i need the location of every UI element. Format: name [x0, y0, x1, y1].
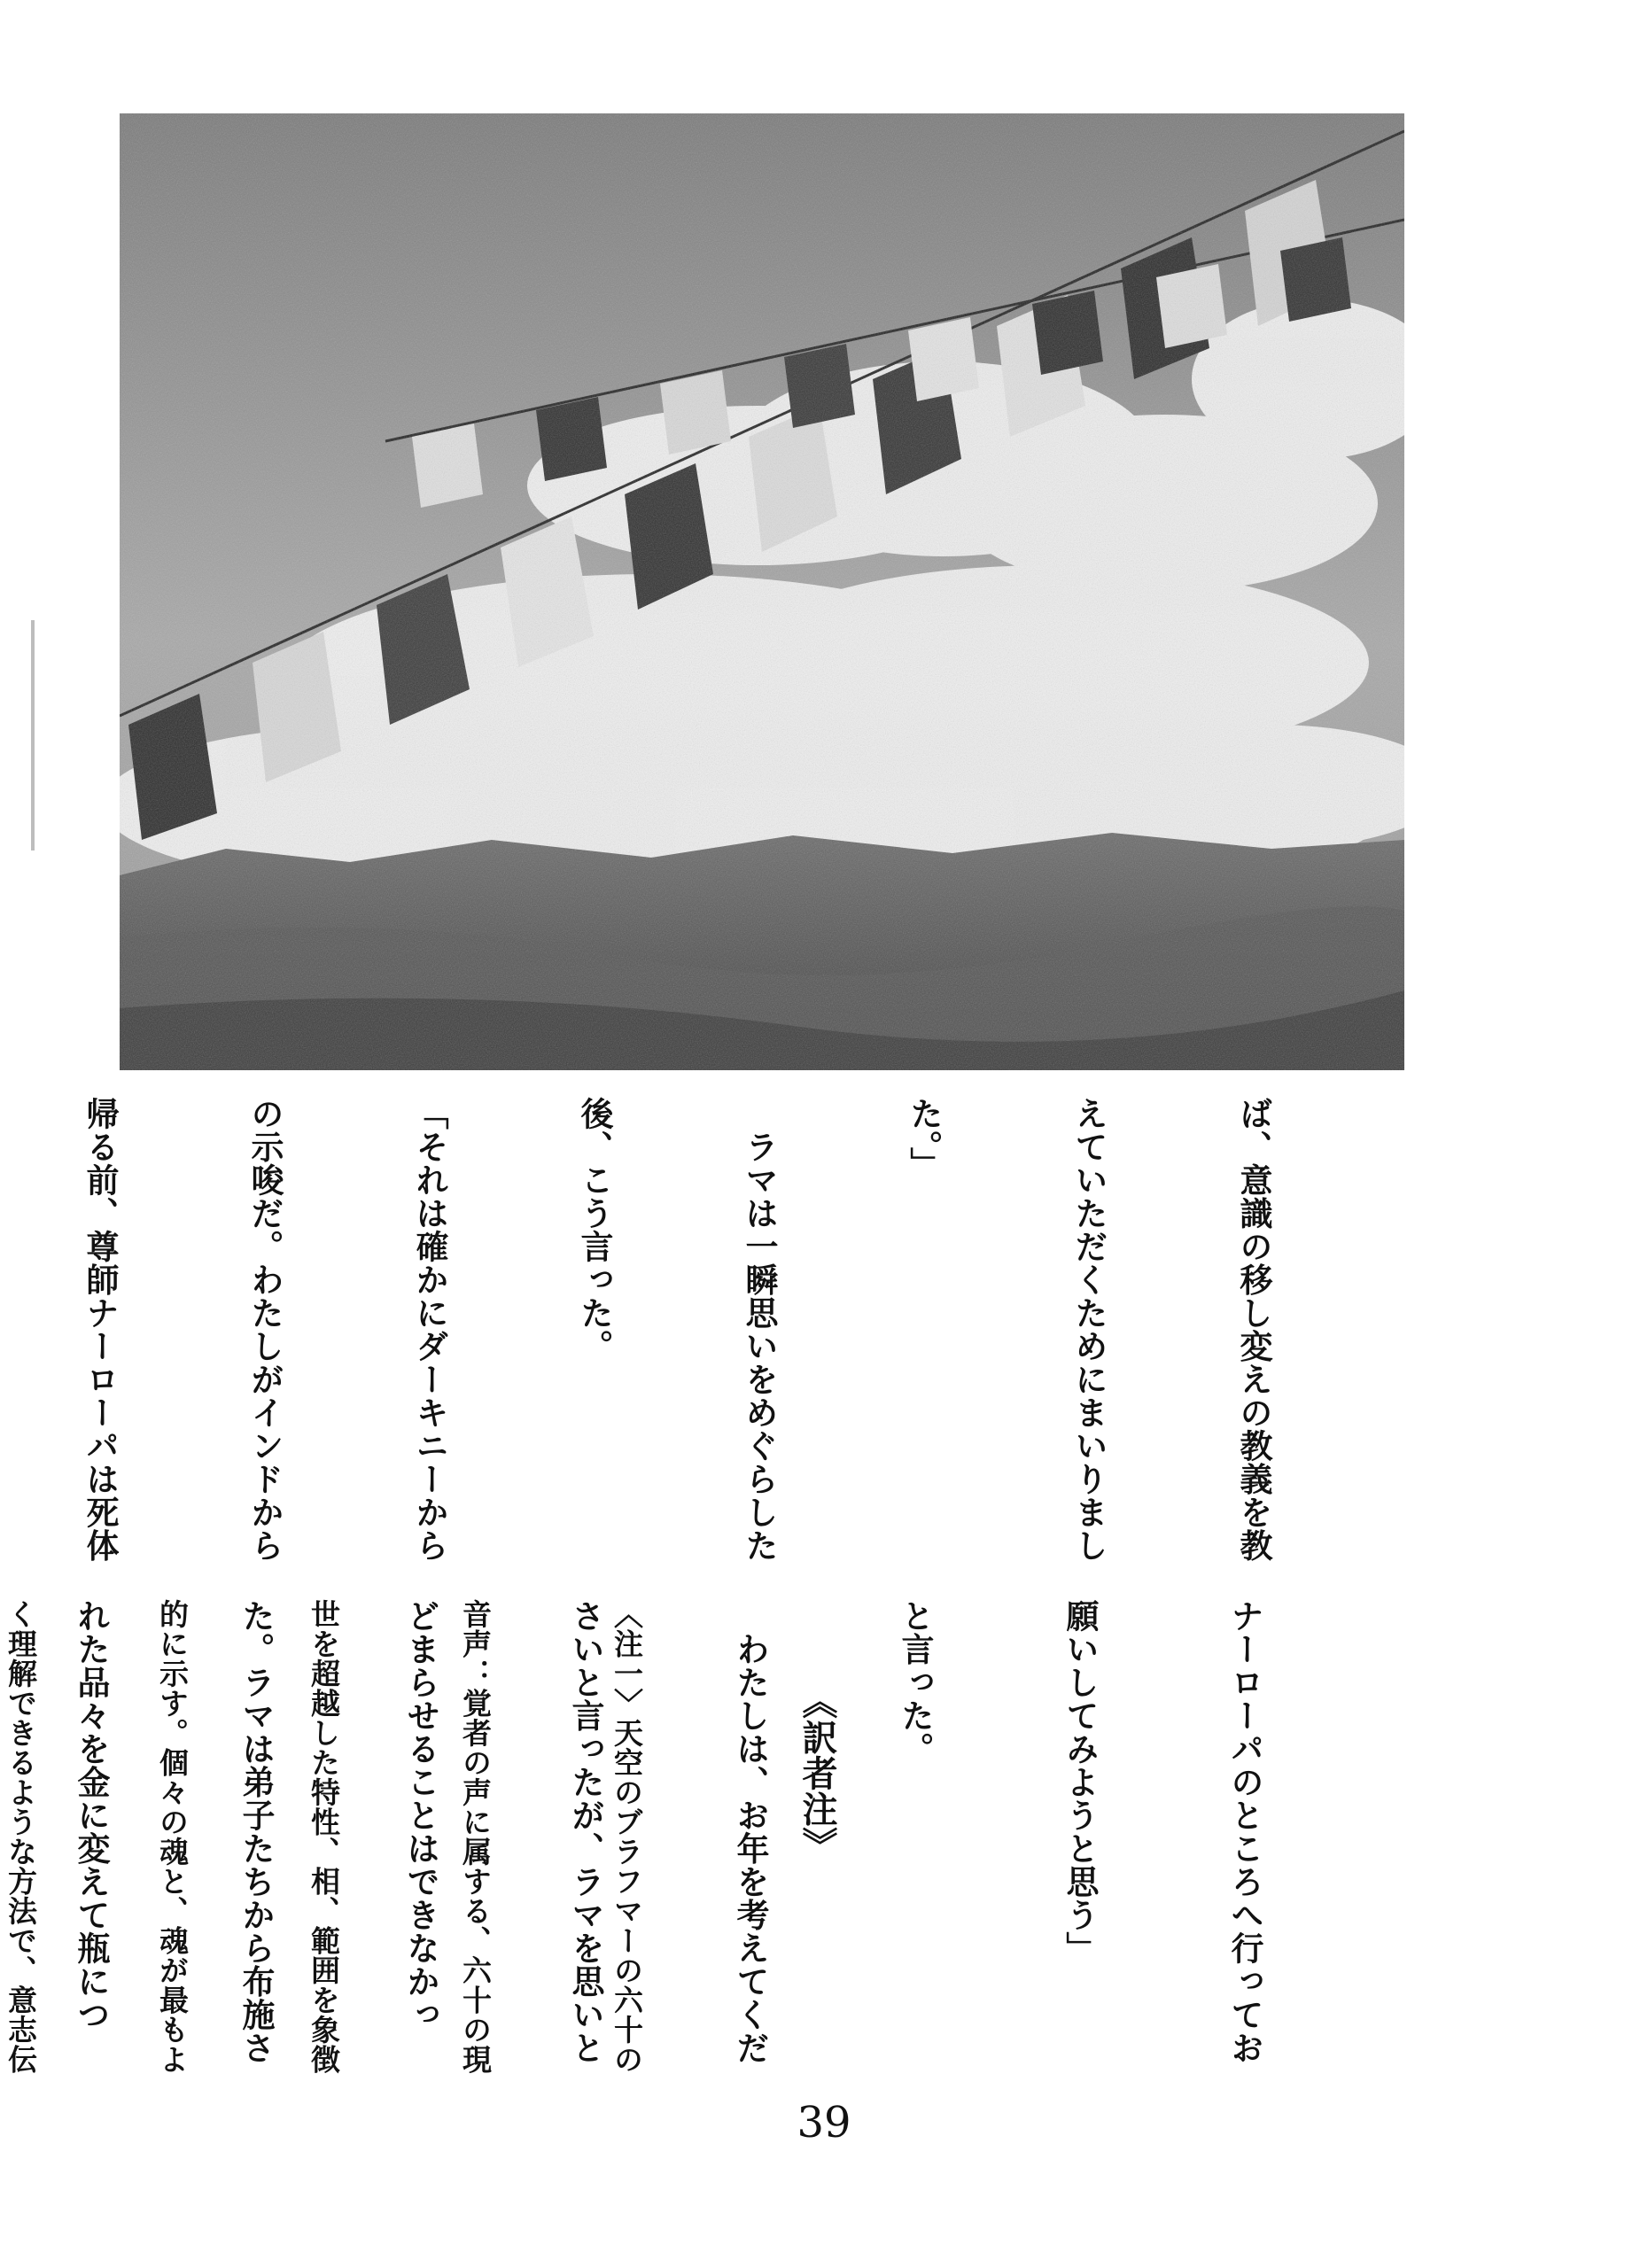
note-line: く理解できるような方法で、意志伝 [4, 1599, 38, 2074]
text-line: 帰る前、尊師ナーローパは死体 [81, 1097, 120, 1562]
translator-notes-block [0, 1599, 753, 2140]
text-line: ラマは一瞬思いをめぐらした [740, 1097, 779, 1562]
text-line: わたしは、お年を考えてくだ [731, 1599, 770, 2064]
page-number: 39 [797, 2098, 851, 2148]
note-line: 音声：覚者の声に属する、六十の現 [458, 1599, 493, 2074]
text-line: さいと言ったが、ラマを思いと [566, 1599, 605, 2064]
notes-heading-text: 《訳者注》 [797, 1683, 838, 1863]
text-line: た。ラマは弟子たちから布施さ [237, 1599, 276, 2064]
text-line: 願いしてみようと思う」 [1061, 1599, 1100, 1965]
note-line: 〈注一〉天空のブラフマーの六十の [610, 1599, 644, 2074]
notes-heading [789, 1599, 899, 2140]
prayer-flags-photo [120, 113, 1404, 1070]
note-line: 的に示す。個々の魂と、魂が最もよ [155, 1599, 190, 2074]
text-line: どまらせることはできなかっ [401, 1599, 440, 2031]
text-line: 後、こう言った。 [575, 1097, 614, 1363]
text-line: えていただくためにまいりまし [1069, 1097, 1108, 1562]
text-line: ナーローパのところへ行ってお [1225, 1599, 1264, 2064]
text-line: た。」 [905, 1097, 944, 1180]
text-line: と言った。 [896, 1599, 935, 1766]
text-line: の示唆だ。わたしがインドから [245, 1097, 284, 1562]
scan-edge-mark [31, 620, 35, 850]
note-line: 世を超越した特性、相、範囲を象徴 [307, 1599, 341, 2074]
text-line: れた品々を金に変えて瓶につ [72, 1599, 111, 2031]
text-line: ば、意識の移し変えの教義を教 [1234, 1097, 1273, 1562]
text-line: 「それは確かにダーキニーから [410, 1097, 449, 1562]
photo-graphic [120, 113, 1404, 1070]
